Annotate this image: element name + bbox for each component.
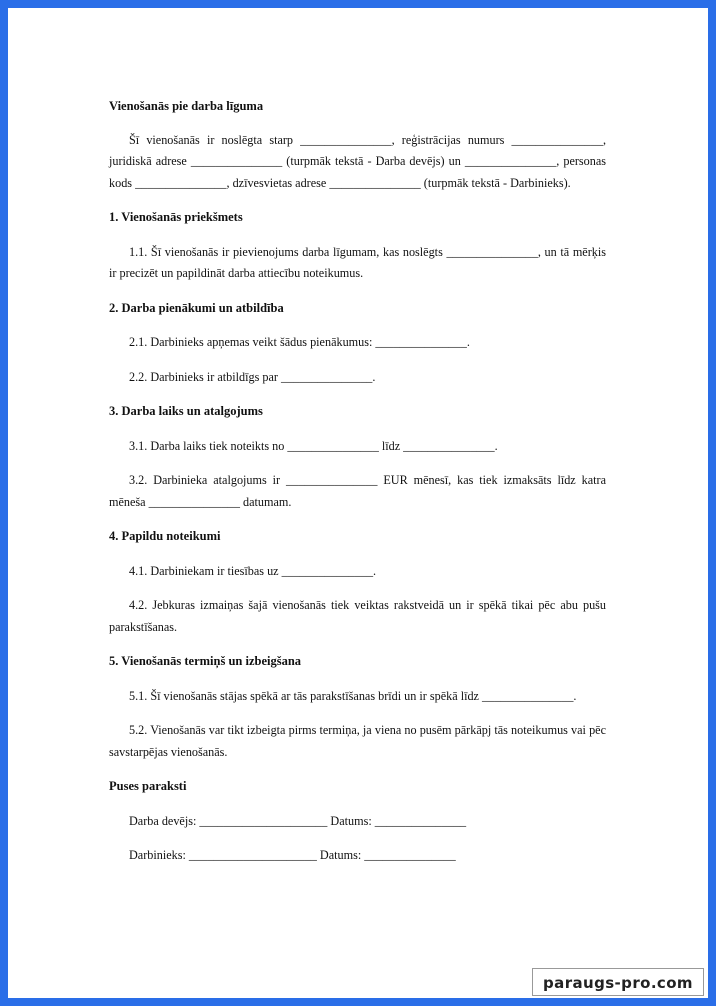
section-heading: 1. Vienošanās priekšmets bbox=[109, 210, 243, 224]
employee-signature-line: Darbinieks: _____________________ Datums: _______________ bbox=[129, 848, 456, 862]
signatures-heading: Puses paraksti bbox=[109, 779, 187, 793]
clause-1-1: 1.1. Šī vienošanās ir pievienojums darba līgumam, kas noslēgts _______________, un tā mērķis ir precizēt un papildināt darba attiecību noteikumus. bbox=[109, 244, 606, 280]
document-title: Vienošanās pie darba līguma bbox=[109, 99, 264, 113]
clause-5-2: 5.2. Vienošanās var tikt izbeigta pirms termiņa, ja viena no pusēm pārkāpj tās noteikumus vai pēc savstarpējas vienošanās. bbox=[109, 723, 606, 759]
document bbox=[109, 96, 606, 880]
clause-2-2: 2.2. Darbinieks ir atbildīgs par _______________. bbox=[129, 369, 376, 384]
clause-5-1: 5.1. Šī vienošanās stājas spēkā ar tās parakstīšanas brīdi un ir spēkā līdz _______________. bbox=[129, 688, 577, 703]
section-heading: 2. Darba pienākumi un atbildība bbox=[109, 300, 284, 315]
section-heading: 5. Vienošanās termiņš un izbeigšana bbox=[109, 654, 302, 668]
clause-4-2: 4.2. Jebkuras izmaiņas šajā vienošanās tiek veiktas rakstveidā un ir spēkā tikai pēc abu pušu parakstīšanas. bbox=[109, 598, 606, 634]
section-heading: 3. Darba laiks un atalgojums bbox=[109, 404, 263, 418]
intro-paragraph: Šī vienošanās ir noslēgta starp _______________, reģistrācijas numurs _______________, juridiskā adrese _______________ (turpmāk tekstā - Darba devējs) un _______________, personas kods _______________, dzīvesvietas adrese _______________ (turpmāk tekstā - Darbinieks). bbox=[109, 132, 606, 190]
clause-3-1: 3.1. Darba laiks tiek noteikts no _______________ līdz _______________. bbox=[129, 438, 498, 453]
section-heading: 4. Papildu noteikumi bbox=[109, 529, 221, 543]
clause-3-2: 3.2. Darbinieka atalgojums ir _______________ EUR mēnesī, kas tiek izmaksāts līdz katra mēneša _______________ datumam. bbox=[109, 473, 606, 509]
clause-4-1: 4.1. Darbiniekam ir tiesības uz _______________. bbox=[129, 563, 377, 578]
employer-signature-line: Darba devējs: _____________________ Datums: _______________ bbox=[129, 813, 467, 828]
clause-2-1: 2.1. Darbinieks apņemas veikt šādus pienākumus: _______________. bbox=[129, 335, 470, 349]
site-watermark: paraugs-pro.com bbox=[532, 968, 704, 996]
